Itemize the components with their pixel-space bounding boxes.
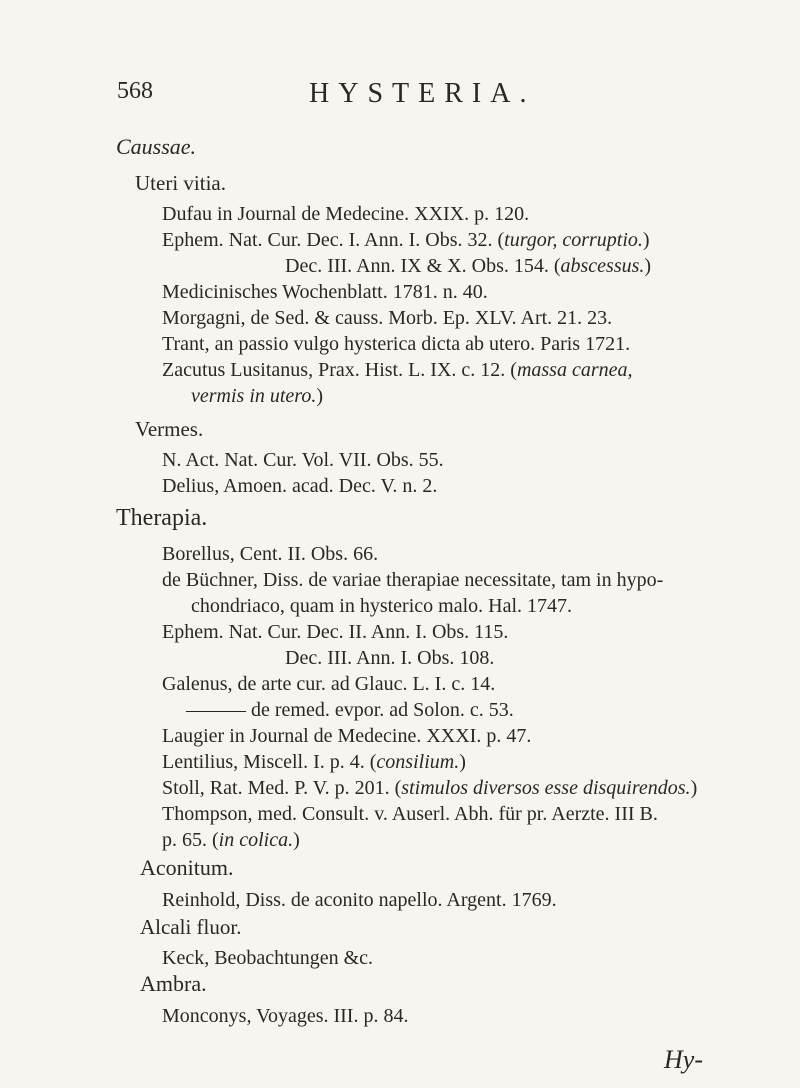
text-run: de Büchner, Diss. de variae therapiae necessitate, tam in hypo-	[162, 569, 664, 591]
section-heading-therapia	[116, 506, 207, 530]
text-run: Ambra.	[140, 971, 207, 996]
text-run: )	[293, 829, 300, 851]
text-run: Aconitum.	[140, 855, 234, 880]
text-run: Trant, an passio vulgo hysterica dicta ab utero. Paris 1721.	[162, 333, 631, 355]
page-title: HYSTERIA.	[309, 78, 536, 109]
text-run: Keck, Beobachtungen &c.	[162, 947, 374, 969]
entry-continuation	[191, 594, 572, 618]
entry-ditto	[186, 698, 514, 722]
text-run: Thompson, med. Consult. v. Auserl. Abh. für pr. Aerzte. III B.	[162, 803, 658, 825]
entry	[162, 568, 663, 592]
text-run: )	[642, 229, 650, 251]
entry	[162, 448, 444, 472]
subheading-aconitum	[140, 856, 234, 880]
text-run: Alcali fluor.	[140, 915, 242, 939]
subheading-alcali-fluor	[140, 915, 241, 939]
subheading-uteri-vitia	[135, 171, 226, 195]
catchword: Hy-	[664, 1045, 703, 1074]
text-run: Borellus, Cent. II. Obs. 66.	[162, 543, 379, 565]
italic-text: stimulos diversos esse disquirendos.	[401, 777, 691, 799]
entry-continuation	[191, 384, 323, 408]
text-run: Galenus, de arte cur. ad Glauc. L. I. c. 14.	[162, 673, 496, 695]
entry	[162, 306, 612, 330]
text-run: Uteri vitia.	[135, 171, 226, 195]
italic-text: in colica.	[218, 829, 294, 851]
entry	[162, 542, 378, 566]
entry	[162, 202, 529, 226]
text-run: Ephem. Nat. Cur. Dec. I. Ann. I. Obs. 32. (	[162, 229, 505, 251]
italic-text: vermis in utero.	[191, 385, 317, 407]
text-run: )	[644, 255, 652, 277]
text-run: Reinhold, Diss. de aconito napello. Argent. 1769.	[162, 889, 557, 911]
text-run: chondriaco, quam in hysterico malo. Hal. 1747.	[191, 595, 573, 617]
entry	[162, 280, 488, 304]
text-run: Stoll, Rat. Med. P. V. p. 201. (	[162, 777, 402, 799]
text-run: Delius, Amoen. acad. Dec. V. n. 2.	[162, 475, 438, 497]
text-run: ——— de remed. evpor. ad Solon. c. 53.	[186, 699, 514, 721]
text-run: Dufau in Journal de Medecine. XXIX. p. 120.	[162, 203, 530, 225]
running-header	[117, 78, 717, 118]
text-run: )	[690, 777, 698, 799]
text-run: Dec. III. Ann. IX & X. Obs. 154. (	[285, 255, 561, 277]
entry	[162, 946, 373, 970]
subheading-ambra	[140, 972, 207, 996]
entry	[162, 776, 697, 800]
entry	[162, 332, 630, 356]
section-heading-caussae	[116, 135, 196, 159]
subheading-vermes	[135, 417, 203, 441]
text-run: )	[316, 385, 324, 407]
entry	[162, 750, 466, 774]
italic-text: turgor, corruptio.	[504, 229, 643, 251]
italic-text: abscessus.	[560, 255, 645, 277]
text-run: Ephem. Nat. Cur. Dec. II. Ann. I. Obs. 115.	[162, 621, 509, 643]
text-run: Zacutus Lusitanus, Prax. Hist. L. IX. c. 12. (	[162, 359, 517, 381]
text-run: Therapia.	[116, 505, 208, 531]
entry	[162, 228, 650, 252]
text-run: N. Act. Nat. Cur. Vol. VII. Obs. 55.	[162, 449, 444, 471]
entry-continuation	[285, 646, 494, 670]
italic-text: Caussae.	[116, 134, 197, 159]
entry	[162, 888, 557, 912]
italic-text: consilium.	[376, 751, 460, 773]
entry	[162, 1004, 408, 1028]
text-run: Medicinisches Wochenblatt. 1781. n. 40.	[162, 281, 488, 303]
entry-continuation	[285, 254, 651, 278]
entry	[162, 802, 658, 826]
entry	[162, 724, 531, 748]
entry	[162, 672, 495, 696]
entry-continuation	[162, 828, 300, 852]
entry	[162, 474, 437, 498]
text-run: Laugier in Journal de Medecine. XXXI. p. 47.	[162, 725, 532, 747]
text-run: Lentilius, Miscell. I. p. 4. (	[162, 751, 377, 773]
text-run: Vermes.	[135, 417, 204, 441]
page-number: 568	[117, 78, 153, 104]
text-run: p. 65. (	[162, 829, 219, 851]
entry	[162, 620, 508, 644]
text-run: Morgagni, de Sed. & causs. Morb. Ep. XLV. Art. 21. 23.	[162, 307, 613, 329]
entry	[162, 358, 633, 382]
text-run: Dec. III. Ann. I. Obs. 108.	[285, 647, 495, 669]
italic-text: massa carnea,	[516, 359, 633, 381]
text-run: )	[459, 751, 466, 773]
text-run: Monconys, Voyages. III. p. 84.	[162, 1005, 409, 1027]
